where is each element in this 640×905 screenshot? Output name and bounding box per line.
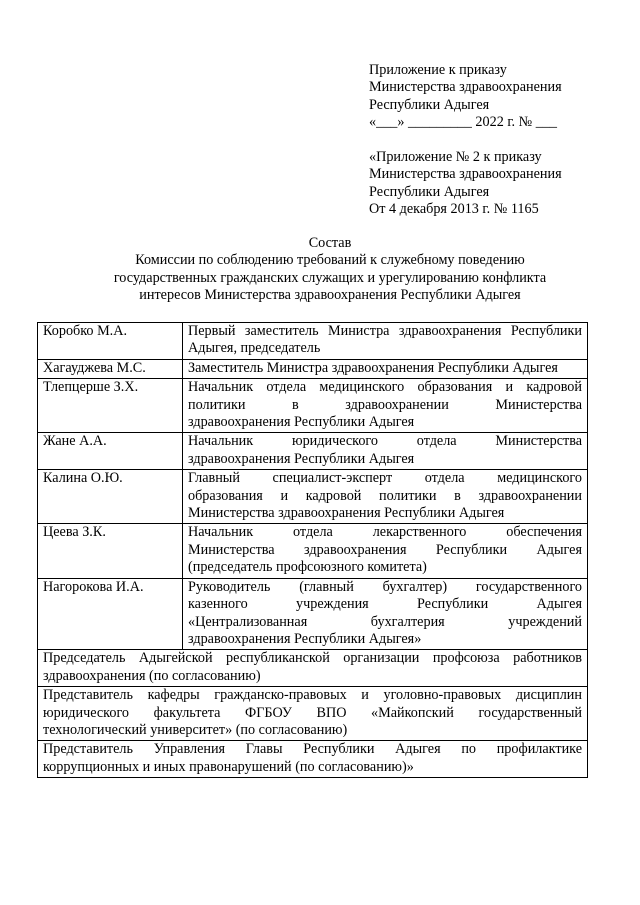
appendix-header-line: Республики Адыгея [369,183,490,200]
position-line: Первый заместитель Министра здравоохранения Республики [188,323,582,339]
representative-entry [38,650,588,687]
appendix-header-line: Республики Адыгея [369,96,490,113]
member-position [183,433,588,470]
table-row [38,687,588,741]
position-line: Начальник отдела лекарственного обеспечения [188,524,582,541]
member-name: Цеева З.К. [38,524,183,578]
representative-entry [38,687,588,741]
member-position [183,379,588,433]
table-row [38,650,588,687]
member-position [183,578,588,650]
table-row [38,470,588,524]
table-row [38,359,588,378]
representative-line: Представитель кафедры гражданско-правовых и уголовно-правовых дисциплин [43,687,582,704]
member-position [183,359,588,378]
position-line: здравоохранения Республики Адыгея [188,414,415,431]
representative-line: Председатель Адыгейской республиканской организации профсоюза работников [43,650,582,667]
member-position [183,323,588,360]
position-line: Начальник отдела медицинского образования и кадровой [188,379,582,396]
position-line: Министерства здравоохранения Республики Адыгея [188,505,505,522]
table-row [38,379,588,433]
representative-line: здравоохранения (по согласованию) [43,667,261,684]
representative-entry [38,741,588,778]
position-line: здравоохранения Республики Адыгея [188,450,415,467]
appendix-header-line: Приложение к приказу [369,62,507,78]
member-name: Тлепцерше З.Х. [38,379,183,433]
position-line: Заместитель Министра здравоохранения Республики Адыгея [188,359,558,376]
position-line: Руководитель (главный бухгалтер) государственного [188,578,582,595]
table-row [38,741,588,778]
title-line: Состав [308,235,352,251]
appendix-header-line: Министерства здравоохранения [369,79,562,96]
commission-composition-table [37,322,588,778]
member-name: Жане А.А. [38,433,183,470]
table-row [38,578,588,650]
position-line: здравоохранения Республики Адыгея» [188,630,422,647]
position-line: (председатель профсоюзного комитета) [188,559,427,576]
table-row [38,524,588,578]
representative-line: коррупционных и иных правонарушений (по согласованию)» [43,758,414,775]
position-line: Начальник юридического отдела Министерства [188,433,582,450]
representative-line: Представитель Управления Главы Республики Адыгея по профилактике [43,741,582,758]
appendix-header-line: От 4 декабря 2013 г. № 1165 [369,201,539,218]
document-title [60,235,600,305]
appendix-header-line: «Приложение № 2 к приказу [369,149,542,165]
position-line: казенного учреждения Республики Адыгея [188,596,582,613]
representative-line: юридического факультета ФГБОУ ВПО «Майкопский государственный [43,704,582,721]
table-row [38,323,588,360]
position-line: образования и кадровой политики в здравоохранении [188,487,582,504]
table-row [38,433,588,470]
position-line: Главный специалист-эксперт отдела медицинского [188,470,582,487]
appendix-header-original [369,149,619,219]
title-line: государственных гражданских служащих и урегулированию конфликта [113,269,547,286]
title-line: Комиссии по соблюдению требований к служебному поведению [135,252,525,269]
title-line: интересов Министерства здравоохранения Республики Адыгея [139,287,521,304]
member-name: Хагауджева М.С. [38,359,183,378]
representative-line: технологический университет» (по согласованию) [43,721,348,738]
position-line: Адыгея, председатель [188,340,321,357]
member-name: Нагорокова И.А. [38,578,183,650]
appendix-header-current [369,62,619,132]
appendix-header-line: «___» _________ 2022 г. № ___ [369,114,558,131]
position-line: «Централизованная бухгалтерия учреждений [188,613,582,630]
appendix-header-line: Министерства здравоохранения [369,166,562,183]
member-position [183,470,588,524]
member-name: Коробко М.А. [38,323,183,360]
member-position [183,524,588,578]
position-line: политики в здравоохранении Министерства [188,396,582,413]
member-name: Калина О.Ю. [38,470,183,524]
position-line: Министерства здравоохранения Республики Адыгея [188,541,582,558]
